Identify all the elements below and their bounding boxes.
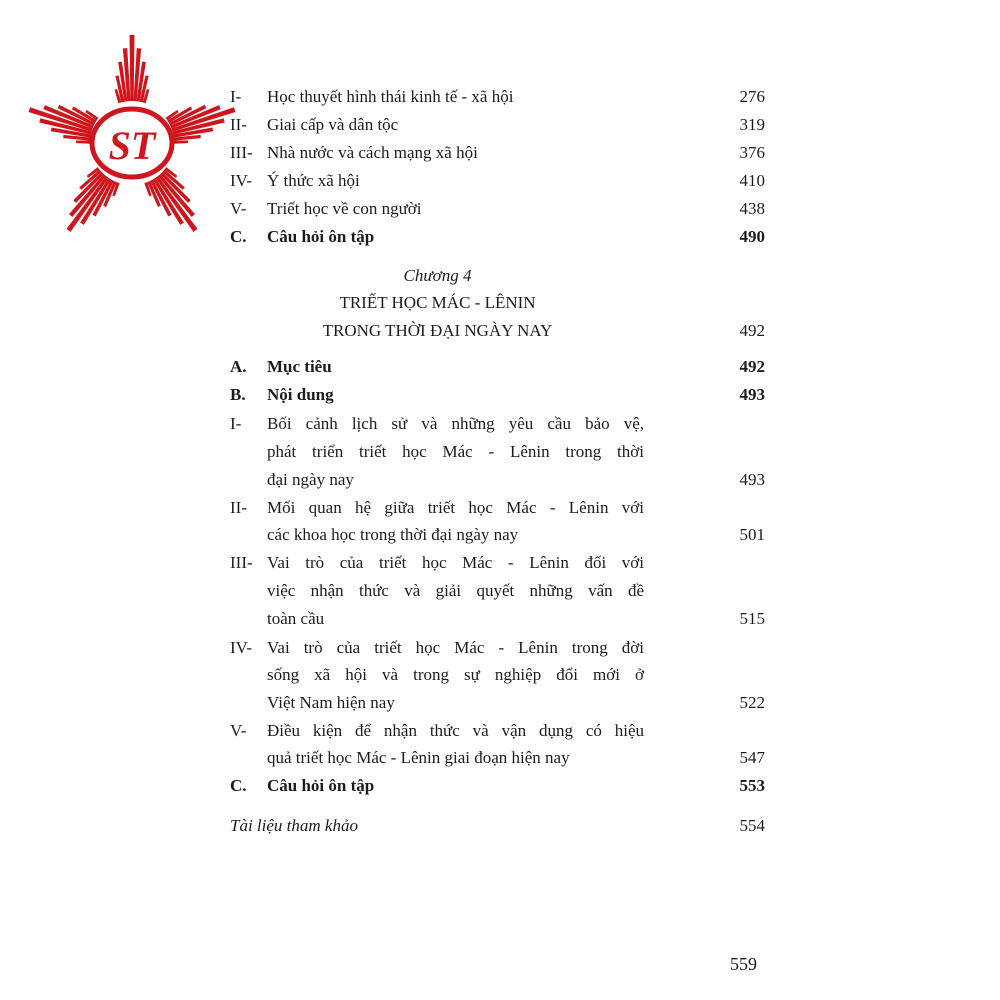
entry-number: IV- (230, 638, 253, 657)
entry-number: III- (230, 553, 253, 572)
toc-entry-continuation (230, 466, 765, 494)
entry-label-line: quả triết học Mác - Lênin giai đoạn hiện nay (267, 748, 570, 767)
entry-label-line: Điều kiện để nhận thức và vận dụng có hiệu (267, 721, 644, 740)
section-letter: A. (230, 357, 247, 376)
toc-entry (230, 139, 765, 167)
entry-page: 493 (739, 470, 765, 489)
entry-page: 515 (739, 609, 765, 628)
toc-entry-continuation (230, 521, 765, 549)
references-page: 554 (739, 816, 765, 835)
entry-label-line: phát triển triết học Mác - Lênin trong thời (267, 442, 644, 461)
entry-label: Triết học về con người (267, 199, 422, 218)
toc-entry (230, 549, 765, 577)
toc-entry-continuation (230, 577, 765, 605)
entry-number: II- (230, 115, 247, 134)
toc-entry (230, 83, 765, 111)
toc-entry-continuation (230, 605, 765, 633)
chapter-heading: Chương 4 (403, 266, 472, 285)
entry-page: 276 (739, 87, 765, 106)
section-page: 553 (739, 776, 765, 795)
entry-label-line: việc nhận thức và giải quyết những vấn đề (267, 581, 644, 600)
entry-number: IV- (230, 171, 253, 190)
entry-label-line: đại ngày nay (267, 470, 354, 489)
entry-page: 547 (739, 748, 765, 767)
section-letter: C. (230, 227, 247, 246)
entry-label: Học thuyết hình thái kinh tế - xã hội (267, 87, 514, 106)
section-page: 492 (739, 357, 765, 376)
entry-label: Nhà nước và cách mạng xã hội (267, 143, 478, 162)
entry-page: 522 (739, 693, 765, 712)
chapter-title-line1: TRIẾT HỌC MÁC - LÊNIN (339, 293, 536, 312)
section-label: Mục tiêu (267, 357, 332, 376)
entry-label-line: toàn cầu (267, 609, 325, 628)
page-number: 559 (730, 954, 757, 974)
toc-entry-continuation (230, 744, 765, 772)
entry-label-line: Vai trò của triết học Mác - Lênin trong đời (267, 638, 644, 657)
entry-number: III- (230, 143, 253, 162)
toc-entry (230, 410, 765, 438)
toc-entry (230, 717, 765, 745)
toc-entry-continuation (230, 689, 765, 717)
toc-entry-continuation (230, 438, 765, 466)
toc-section-a (230, 353, 765, 381)
section-page: 490 (739, 227, 765, 246)
chapter-title-line2: TRONG THỜI ĐẠI NGÀY NAY (322, 321, 553, 340)
toc-section-c (230, 223, 765, 251)
entry-number: I- (230, 87, 242, 106)
entry-number: I- (230, 414, 242, 433)
entry-label: Ý thức xã hội (267, 171, 360, 190)
entry-page: 501 (739, 525, 765, 544)
toc-entry (230, 634, 765, 662)
toc-section-c (230, 772, 765, 800)
entry-page: 438 (739, 199, 765, 218)
entry-label: Giai cấp và dân tộc (267, 115, 399, 134)
entry-number: V- (230, 721, 247, 740)
entry-label-line: sống xã hội và trong sự nghiệp đổi mới ở (267, 665, 644, 684)
toc-entry (230, 494, 765, 522)
entry-page: 410 (739, 171, 765, 190)
entry-label-line: Việt Nam hiện nay (267, 693, 395, 712)
entry-page: 319 (739, 115, 765, 134)
section-page: 493 (739, 385, 765, 404)
logo-text: ST (108, 123, 156, 168)
entry-label-line: Mối quan hệ giữa triết học Mác - Lênin với (267, 498, 644, 517)
toc-entry (230, 111, 765, 139)
section-label: Câu hỏi ôn tập (267, 776, 375, 795)
section-label: Câu hỏi ôn tập (267, 227, 375, 246)
section-letter: B. (230, 385, 246, 404)
entry-page: 376 (739, 143, 765, 162)
chapter-page: 492 (739, 321, 765, 340)
section-letter: C. (230, 776, 247, 795)
toc-entry (230, 195, 765, 223)
entry-label-line: Bối cảnh lịch sử và những yêu cầu bảo vệ, (267, 414, 644, 433)
toc-entry (230, 167, 765, 195)
toc-section-b (230, 381, 765, 409)
toc-entry-continuation (230, 661, 765, 689)
entry-number: V- (230, 199, 247, 218)
section-label: Nội dung (267, 385, 334, 404)
entry-number: II- (230, 498, 247, 517)
toc-references (230, 812, 765, 840)
entry-label-line: Vai trò của triết học Mác - Lênin đối với (267, 553, 644, 572)
references-label: Tài liệu tham khảo (230, 816, 358, 835)
entry-label-line: các khoa học trong thời đại ngày nay (267, 525, 519, 544)
